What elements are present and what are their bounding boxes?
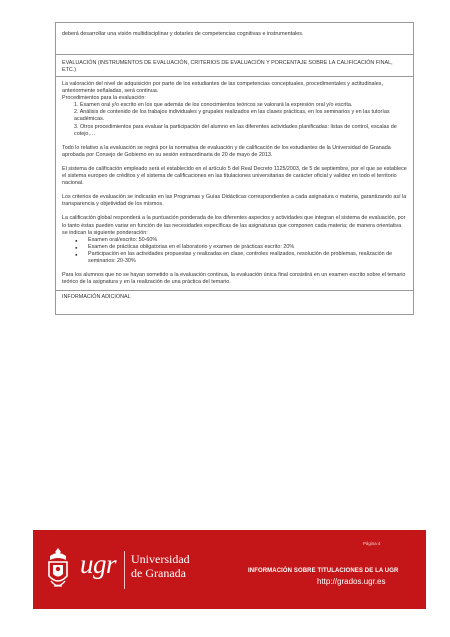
university-name-line1: Universidad [131,552,190,566]
competencias-text: deberá desarrollar una visión multidisciplinar y dotarles de competencias cognitivas e instrumentales. [62,31,304,37]
procedure-item-2: 2. Análisis de contenido de los trabajos individuales y grupales realizados en las clases prácticas, en los seminarios y en las tutorías académicas. [74,109,390,123]
ugr-logo-text: ugr [80,549,117,579]
list-item: ● Participación en las actividades propuestas y realizadas en clase, controles realizados, resolución de problemas, realización de seminarios: 20-30% [80,251,407,265]
document-body [55,22,414,315]
paragraph-evaluacion-unica: Para los alumnos que no se hayan sometido a la evaluación continua, la evaluación única final consistirá en un examen escrito sobre el temario teórico de la asignatura y en la realización de una práctica del temario. [62,272,406,286]
procedure-item-3: 3. Otros procedimientos para evaluar la participación del alumno en las diferentes actividades planificadas: listas de control, escalas de cotejo,… [74,123,397,137]
list-item: ● Examen de prácticas obligatorias en el laboratorio y examen de prácticas escrito: 20% [80,244,407,251]
evaluation-table [55,22,414,315]
paragraph-calificacion-global: La calificación global responderá a la puntuación ponderada de los diferentes aspectos y actividades que integran el sistema de evaluación, por lo tanto éstas pueden variar en función de las necesidades específicas de las asignaturas que componen cada materia; de manera orientativa se indican la siguiente ponderación: [62,215,406,236]
granada-coat-of-arms-icon [45,546,71,592]
paragraph-valoracion: La valoración del nivel de adquisición por parte de los estudiantes de las competencias conceptuales, procedimentales y actitudinales, anteriormente señaladas, será continua. [62,81,383,95]
page-number: Página 4 [363,541,381,546]
university-name-line2: de Granada [131,566,186,580]
logo-divider [124,551,125,589]
paragraph-criterios: Los criterios de evaluación se indicarán en las Programas y Guías Didácticas correspondientes a cada asignatura o materia, garantizando así la transparencia y objetividad de los mismos. [62,194,407,208]
footer-banner [33,530,426,609]
table-row-competencias [56,23,413,55]
university-name [131,552,190,580]
table-row-informacion-adicional [56,291,413,314]
procedure-item-1: 1. Examen oral y/o escrito en los que además de los conocimientos teóricos se valorará la expresión oral y/o escrita. [74,102,353,109]
grados-url-link[interactable]: http://grados.ugr.es [317,577,386,586]
informacion-adicional-heading: INFORMACIÓN ADICIONAL [62,294,131,301]
table-row-evaluacion-header [56,55,413,77]
paragraph-sistema-calificacion: El sistema de calificación empleado será el establecido en el artículo 5 del Real Decreto 1125/2003, de 5 de septiembre, por el que se establece el sistema europeo de créditos y el sistema de calificaciones en las titulaciones universitarias de carácter oficial y validez en todo el territorio nacional. [62,165,407,187]
list-item: ● Examen oral/escrito: 50-60% [80,237,407,244]
paragraph-normativa: Todo lo relativo a la evaluación se regirá por la normativa de evaluación y de calificación de los estudiantes de la Universidad de Granada aprobada por Consejo de Gobierno en su sesión extraordinaria de 20 de mayo de 2013. [62,144,391,158]
evaluacion-heading: EVALUACIÓN (INSTRUMENTOS DE EVALUACIÓN, CRITERIOS DE EVALUACIÓN Y PORCENTAJE SOBRE LA CALIFICACIÓN FINAL, ETC.) [62,60,393,74]
table-row-evaluacion-content [56,77,413,291]
paragraph-procedimientos: Procedimientos para la evaluación: [62,95,146,102]
info-titulaciones-heading: INFORMACIÓN SOBRE TITULACIONES DE LA UGR [248,568,399,574]
weighting-list [62,237,407,265]
